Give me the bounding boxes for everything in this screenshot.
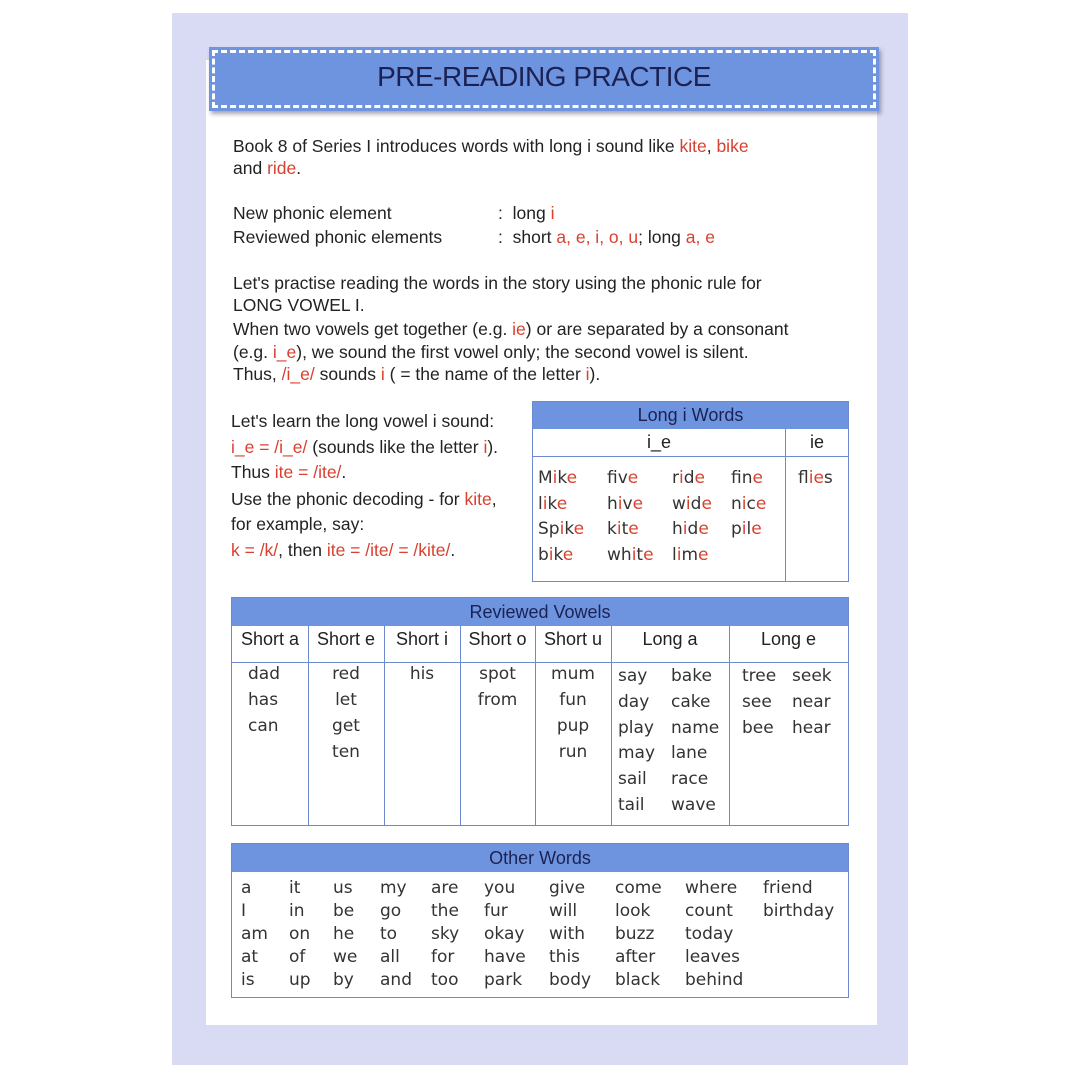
learn-line-3 xyxy=(231,461,346,483)
vowel-word: pup xyxy=(556,716,590,736)
intro-text: . xyxy=(296,158,302,178)
example-word: kite xyxy=(679,136,707,156)
long-i-word xyxy=(672,494,712,514)
value-highlight: a, e, i, o, u xyxy=(556,227,639,247)
vowel-word: sail xyxy=(618,769,647,790)
vowel-highlight: e xyxy=(632,493,644,514)
other-word: friend xyxy=(763,878,813,898)
word-part: d xyxy=(690,493,702,514)
learn-line-1: Let's learn the long vowel i sound: xyxy=(231,411,495,431)
other-word: to xyxy=(380,924,398,944)
other-words-columns xyxy=(232,877,848,997)
other-word: behind xyxy=(685,970,744,990)
vowel-highlight: i xyxy=(682,519,688,539)
other-word: go xyxy=(380,901,402,921)
learn-highlight: ite = /ite/ xyxy=(274,462,342,482)
long-i-table-title: Long i Words xyxy=(533,402,848,429)
learn-line-6 xyxy=(231,539,455,561)
value-text: ; long xyxy=(638,227,686,247)
other-word: have xyxy=(484,947,526,967)
vowel-word: ten xyxy=(332,742,360,762)
vowel-highlight: i xyxy=(542,493,548,514)
value-text: short xyxy=(512,227,557,247)
vowel-word: cake xyxy=(671,691,711,712)
vowel-highlight: i xyxy=(631,544,637,565)
other-word: for xyxy=(431,947,455,967)
word-part: k xyxy=(553,544,563,565)
other-word: sky xyxy=(431,924,460,944)
rule-highlight: i xyxy=(585,364,590,384)
long-i-word xyxy=(607,494,643,514)
other-word: he xyxy=(333,924,355,944)
vowel-word: race xyxy=(671,769,709,790)
word-part: wh xyxy=(607,544,632,565)
other-word: at xyxy=(241,947,259,967)
long-i-word xyxy=(672,519,709,539)
column-header: Short i xyxy=(395,629,449,649)
vowel-highlight: i xyxy=(552,468,558,488)
value-text: long xyxy=(512,203,551,223)
rule-text: ). xyxy=(589,364,601,384)
vowel-word: day xyxy=(618,691,650,712)
vowel-word: dad xyxy=(248,664,280,684)
vowel-word: see xyxy=(742,691,772,712)
vowel-word: run xyxy=(558,742,588,762)
vowel-word: spot xyxy=(479,664,516,684)
vowel-word: near xyxy=(792,691,831,712)
word-part: d xyxy=(683,468,695,488)
word-part: p xyxy=(731,519,742,539)
vowel-highlight: i xyxy=(548,544,554,565)
long-i-word xyxy=(731,468,763,488)
ie-word xyxy=(798,468,833,488)
vowel-highlight: i xyxy=(617,493,623,514)
learn-highlight: ite = /ite/ = /kite/ xyxy=(326,540,451,560)
word-part: v xyxy=(622,493,633,514)
long-i-word xyxy=(731,494,766,514)
other-word: leaves xyxy=(685,947,740,967)
vowel-word: has xyxy=(248,690,279,710)
rule-highlight: i_e xyxy=(272,342,297,362)
vowel-word: red xyxy=(332,664,360,684)
vowel-highlight: i xyxy=(679,468,684,488)
other-word: a xyxy=(241,878,252,898)
other-word: we xyxy=(333,947,358,967)
vowel-highlight: i xyxy=(741,519,747,539)
reviewed-vowels-table xyxy=(231,597,849,826)
word-part: fl xyxy=(798,468,809,488)
other-word: buzz xyxy=(615,924,655,944)
vowel-word: tail xyxy=(618,795,645,815)
rule-text: sounds xyxy=(314,364,381,384)
column-header: Short a xyxy=(240,629,300,649)
vowel-word: bee xyxy=(742,717,774,738)
vowel-word: bake xyxy=(671,666,712,686)
vowel-word: may xyxy=(618,743,656,764)
column-divider xyxy=(384,626,385,825)
rule-text: Thus, xyxy=(233,364,282,384)
vowel-highlight: e xyxy=(628,519,639,539)
vowel-word: play xyxy=(618,717,654,738)
other-word: are xyxy=(431,878,459,898)
vowel-highlight: ie xyxy=(808,468,824,488)
other-word: my xyxy=(380,878,407,898)
word-part: t xyxy=(621,519,629,539)
separator: , xyxy=(706,136,717,156)
vowel-highlight: i xyxy=(616,519,622,539)
vowel-highlight: i xyxy=(559,519,565,539)
word-part: t xyxy=(636,544,644,565)
vowel-word: let xyxy=(335,690,357,710)
other-word: and xyxy=(380,970,412,990)
page-title: PRE-READING PRACTICE xyxy=(377,61,711,92)
column-header: Short e xyxy=(316,629,376,649)
long-i-word xyxy=(607,468,638,488)
rule-text: ( = the name of the letter xyxy=(384,364,586,384)
learn-line-4 xyxy=(231,488,497,510)
long-i-word xyxy=(607,519,639,539)
learn-highlight: i xyxy=(483,437,488,457)
i-e-column-header: i_e xyxy=(646,432,672,452)
ie-word-list xyxy=(798,468,833,488)
other-word: today xyxy=(685,924,734,944)
vowel-word: can xyxy=(248,716,279,736)
vowel-highlight: e xyxy=(752,468,763,488)
other-word: give xyxy=(549,878,586,898)
word-part: f xyxy=(731,468,742,488)
other-word: I xyxy=(241,901,247,921)
rule-line-1: Let's practise reading the words in the story using the phonic rule for xyxy=(233,273,762,293)
learn-text: Thus xyxy=(231,462,275,482)
other-word: where xyxy=(685,878,738,898)
vowel-word: hear xyxy=(792,717,831,738)
other-word: us xyxy=(333,878,353,898)
learn-text: , xyxy=(491,489,497,509)
long-i-header-divider xyxy=(533,456,848,457)
long-i-word xyxy=(538,545,573,565)
word-part: k xyxy=(564,519,574,539)
other-word: by xyxy=(333,970,354,990)
long-i-word xyxy=(538,468,577,488)
word-part: k xyxy=(557,468,567,488)
rule-text: (e.g. xyxy=(233,342,273,362)
word-part: l xyxy=(746,519,752,539)
vowel-highlight: e xyxy=(698,544,709,565)
word-part: b xyxy=(538,544,549,565)
learn-text: ). xyxy=(487,437,499,457)
reviewed-phonic-value xyxy=(498,226,715,248)
rule-text: ), we sound the first vowel only; the second vowel is silent. xyxy=(296,342,749,362)
other-word: of xyxy=(289,947,306,967)
rule-text: When two vowels get together (e.g. xyxy=(233,319,513,339)
learn-text: (sounds like the letter xyxy=(307,437,484,457)
other-words-title: Other Words xyxy=(232,844,848,872)
other-word: will xyxy=(549,901,578,921)
reviewed-vowels-columns xyxy=(232,626,848,825)
other-word: it xyxy=(289,878,301,898)
word-part: v xyxy=(617,468,628,488)
intro-text: Book 8 of Series I introduces words with long i sound like xyxy=(233,136,680,156)
other-word: with xyxy=(549,924,586,944)
vowel-highlight: e xyxy=(701,493,712,514)
new-phonic-label: New phonic element xyxy=(233,203,392,223)
vowel-word: seek xyxy=(792,666,832,686)
long-i-word xyxy=(607,545,654,565)
word-part: h xyxy=(672,519,683,539)
column-header: Short u xyxy=(543,629,603,649)
other-word: after xyxy=(615,947,656,967)
intro-line-1 xyxy=(233,135,749,157)
long-i-word xyxy=(672,468,705,488)
rule-highlight: i xyxy=(380,364,385,384)
vowel-highlight: e xyxy=(694,468,705,488)
new-phonic-value xyxy=(498,202,554,224)
vowel-word: lane xyxy=(671,743,708,764)
vowel-word: fun xyxy=(559,690,587,710)
learn-text: . xyxy=(450,540,456,560)
intro-text: and xyxy=(233,158,268,178)
word-part: s xyxy=(823,468,833,488)
rule-line-2: LONG VOWEL I. xyxy=(233,295,365,315)
vowel-highlight: i xyxy=(685,493,691,514)
vowel-highlight: e xyxy=(573,519,585,539)
other-word: on xyxy=(289,924,311,944)
learn-text: Use the phonic decoding - for xyxy=(231,489,465,509)
vowel-word: his xyxy=(409,664,435,684)
vowel-highlight: i xyxy=(676,544,682,565)
vowel-word: wave xyxy=(671,795,716,815)
colon: : xyxy=(498,227,503,247)
word-part: f xyxy=(607,468,618,488)
column-header: Long a xyxy=(642,629,698,649)
long-i-word xyxy=(538,494,567,514)
word-part: l xyxy=(672,544,677,565)
other-words-table xyxy=(231,843,849,998)
learn-text: . xyxy=(341,462,347,482)
rule-highlight: ie xyxy=(512,319,526,339)
column-divider xyxy=(729,626,730,825)
word-part: k xyxy=(607,519,617,539)
word-part: M xyxy=(538,468,553,488)
learn-highlight: k = /k/ xyxy=(231,540,279,560)
word-part: c xyxy=(746,493,756,514)
other-word: count xyxy=(685,901,733,921)
learn-line-5: for example, say: xyxy=(231,514,365,534)
word-part: n xyxy=(741,468,753,488)
vowel-word: from xyxy=(477,690,518,710)
rule-text: ) or are separated by a consonant xyxy=(525,319,789,339)
other-word: all xyxy=(380,947,400,967)
other-word: birthday xyxy=(763,901,835,921)
rule-line-3 xyxy=(233,318,788,340)
vowel-highlight: e xyxy=(698,519,709,539)
column-header: Long e xyxy=(760,629,817,649)
vowel-highlight: i xyxy=(741,493,747,514)
vowel-word: get xyxy=(332,716,360,736)
word-part: l xyxy=(538,493,543,514)
other-word: am xyxy=(241,924,268,944)
example-word: bike xyxy=(716,136,749,156)
word-part: n xyxy=(731,493,742,514)
title-banner xyxy=(209,47,879,111)
colon: : xyxy=(498,203,503,223)
long-i-word xyxy=(731,519,762,539)
other-word: you xyxy=(484,878,516,898)
value-highlight: a, e xyxy=(685,227,715,247)
other-word: body xyxy=(549,970,592,990)
value-highlight: i xyxy=(550,203,555,223)
other-word: black xyxy=(615,970,661,990)
ie-column-header: ie xyxy=(809,432,824,452)
word-part: m xyxy=(681,544,699,565)
rule-line-5 xyxy=(233,363,600,385)
other-word: up xyxy=(289,970,311,990)
learn-highlight: kite xyxy=(464,489,492,509)
other-word: park xyxy=(484,970,523,990)
word-part: r xyxy=(672,468,679,488)
long-i-words-table xyxy=(532,401,849,582)
other-word: is xyxy=(241,970,255,990)
long-i-word xyxy=(672,545,709,565)
vowel-word: tree xyxy=(742,666,777,686)
long-i-word xyxy=(538,519,584,539)
other-word: be xyxy=(333,901,355,921)
other-word: okay xyxy=(484,924,525,944)
word-part: w xyxy=(672,493,686,514)
word-part: h xyxy=(607,493,618,514)
other-word: in xyxy=(289,901,305,921)
vowel-highlight: e xyxy=(751,519,762,539)
vowel-highlight: e xyxy=(643,544,654,565)
other-word: look xyxy=(615,901,651,921)
word-part: k xyxy=(547,493,557,514)
learn-line-2 xyxy=(231,436,498,458)
vowel-highlight: e xyxy=(755,493,767,514)
column-divider xyxy=(460,626,461,825)
vowel-word: mum xyxy=(551,664,595,684)
other-word: too xyxy=(431,970,459,990)
learn-highlight: i_e = /i_e/ xyxy=(231,437,308,457)
word-part: d xyxy=(687,519,699,539)
word-part: Sp xyxy=(538,519,560,539)
column-divider xyxy=(611,626,612,825)
vowel-word: say xyxy=(618,666,648,686)
vowel-highlight: e xyxy=(627,468,639,488)
learn-text: , then xyxy=(278,540,327,560)
other-word: this xyxy=(549,947,581,967)
column-header: Short o xyxy=(468,629,527,649)
other-word: come xyxy=(615,878,662,898)
reviewed-vowels-title: Reviewed Vowels xyxy=(232,598,848,626)
vowel-highlight: e xyxy=(562,544,574,565)
reviewed-phonic-label: Reviewed phonic elements xyxy=(233,227,443,247)
vowel-word: name xyxy=(671,717,720,738)
example-word: ride xyxy=(267,158,297,178)
vowel-highlight: e xyxy=(556,493,568,514)
rule-line-4 xyxy=(233,341,749,363)
intro-line-2 xyxy=(233,157,301,179)
other-word: the xyxy=(431,901,459,921)
rule-highlight: /i_e/ xyxy=(281,364,315,384)
other-word: fur xyxy=(484,901,508,921)
vowel-highlight: e xyxy=(566,468,578,488)
